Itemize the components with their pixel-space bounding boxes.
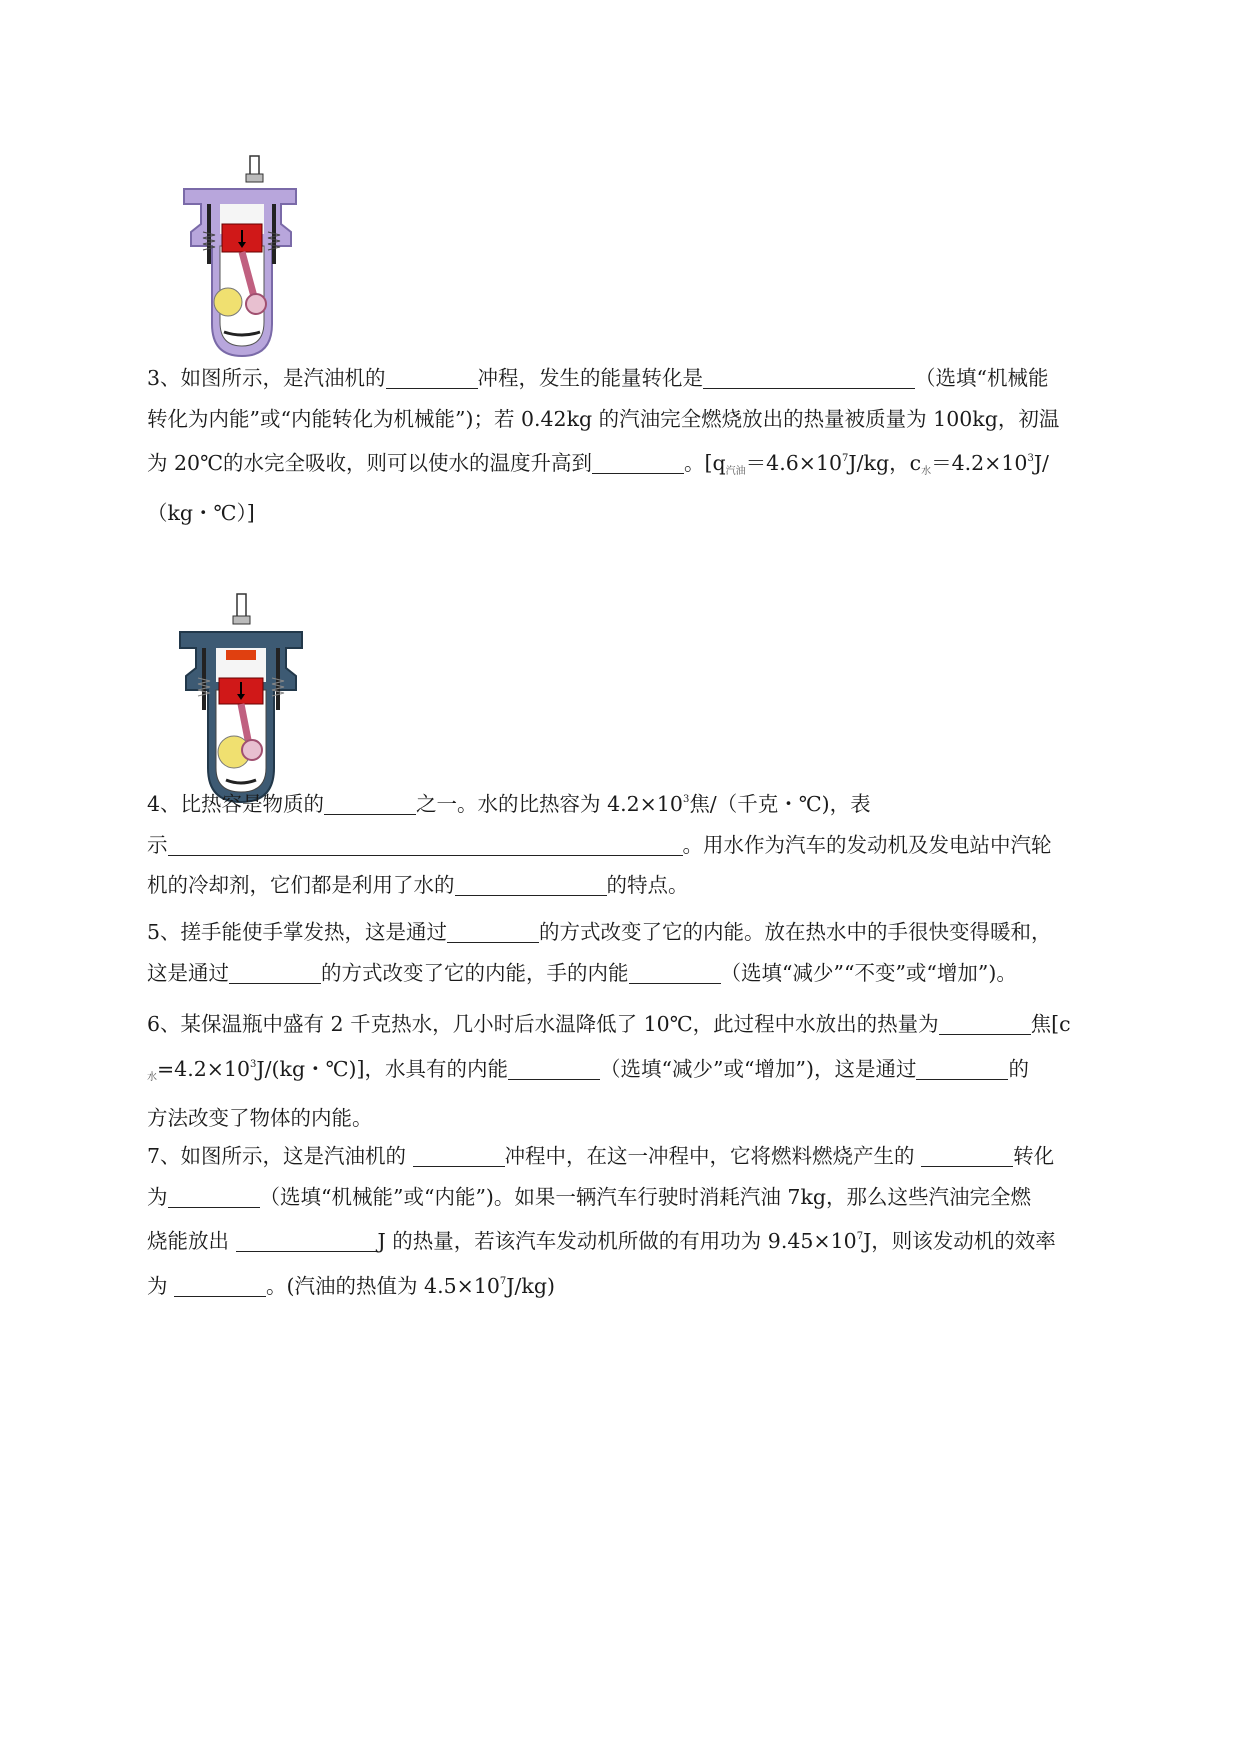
q7-text-2: 冲程中，在这一冲程中，它将燃料燃烧产生的 xyxy=(504,1144,922,1168)
q7-blank-target-energy[interactable] xyxy=(168,1183,260,1208)
question-7 xyxy=(147,1136,1157,1306)
q7-text-3: 转化 xyxy=(1013,1144,1055,1168)
question-6-line-1 xyxy=(147,1004,1157,1045)
q4-text-1: 4、比热容是物质的 xyxy=(147,792,325,816)
engine-diagram-2 xyxy=(174,592,308,810)
question-7-line-3 xyxy=(147,1217,1157,1262)
question-3-line-4 xyxy=(147,493,1157,534)
q6-text-1: 6、某保温瓶中盛有 2 千克热水，几小时后水温降低了 10℃，此过程中水放出的热量为 xyxy=(147,1012,939,1036)
question-7-line-2 xyxy=(147,1177,1157,1218)
q7-text-8: J，则该发动机的效率 xyxy=(863,1229,1056,1253)
q5-text-3: 这是通过 xyxy=(147,960,229,985)
q7-text-6: 烧能放出 xyxy=(147,1229,236,1253)
question-5 xyxy=(147,912,1157,993)
q4-text-5: 。用水作为汽车的发动机及发电站中汽轮 xyxy=(682,832,1052,857)
q3-text-6: 。[q xyxy=(684,451,726,475)
q5-blank-change[interactable] xyxy=(629,959,721,984)
q5-text-5: （选填“减少”“不变”或“增加”)。 xyxy=(720,960,1017,985)
q3-blank-stroke[interactable] xyxy=(386,364,478,389)
q4-text-3: 焦/（千克・℃)，表 xyxy=(689,792,871,816)
q5-text-2: 的方式改变了它的内能。放在热水中的手很快变得暖和， xyxy=(539,920,1052,944)
q4-blank-feature[interactable] xyxy=(455,871,607,896)
q7-sup-1: 7 xyxy=(856,1231,864,1242)
q7-blank-stroke[interactable] xyxy=(413,1142,505,1167)
question-3-line-1 xyxy=(147,358,1157,399)
q6-sub-water: 水 xyxy=(147,1071,157,1083)
q3-text-11: （kg・℃）] xyxy=(147,500,255,525)
q3-sub-water: 水 xyxy=(921,466,932,477)
q5-text-4: 的方式改变了它的内能，手的内能 xyxy=(321,960,629,985)
question-3-line-2 xyxy=(147,399,1157,440)
q6-sup: 3 xyxy=(250,1058,257,1070)
question-7-line-4 xyxy=(147,1262,1157,1307)
q6-text-7: 方法改变了物体的内能。 xyxy=(147,1106,373,1130)
q6-blank-method[interactable] xyxy=(916,1055,1008,1080)
q7-blank-heat[interactable] xyxy=(236,1227,378,1252)
q7-text-4: 为 xyxy=(147,1184,168,1209)
question-4-line-3 xyxy=(147,865,1157,906)
question-4-line-2 xyxy=(147,825,1157,866)
q7-text-5: （选填“机械能”或“内能”)。如果一辆汽车行驶时消耗汽油 7kg，那么这些汽油完全燃 xyxy=(259,1184,1032,1209)
q5-text-1: 5、搓手能使手掌发热，这是通过 xyxy=(147,920,448,944)
q4-blank-meaning[interactable] xyxy=(168,831,683,856)
q6-blank-heat[interactable] xyxy=(939,1010,1031,1035)
engine-diagram-1 xyxy=(176,154,306,364)
question-6 xyxy=(147,1004,1157,1139)
q3-text-2: 冲程，发生的能量转化是 xyxy=(477,366,704,390)
q3-text-9: ＝4.2×10 xyxy=(931,451,1028,475)
q4-text-2: 之一。水的比热容为 4.2×10 xyxy=(416,792,683,816)
q3-text-8: J/kg，c xyxy=(848,451,922,475)
q3-sup-2: 3 xyxy=(1027,453,1034,464)
question-6-line-3 xyxy=(147,1098,1157,1139)
q7-blank-source-energy[interactable] xyxy=(921,1142,1013,1167)
q6-text-3: =4.2×10 xyxy=(157,1056,251,1081)
q3-text-1: 3、如图所示，是汽油机的 xyxy=(147,366,386,390)
q4-text-6: 机的冷却剂，它们都是利用了水的 xyxy=(147,873,455,897)
q4-text-4: 示 xyxy=(147,832,168,857)
q7-text-1: 7、如图所示，这是汽油机的 xyxy=(147,1144,413,1168)
q7-blank-efficiency[interactable] xyxy=(174,1272,266,1297)
q4-text-7: 的特点。 xyxy=(606,873,689,897)
question-5-line-1 xyxy=(147,912,1157,953)
q3-blank-temp[interactable] xyxy=(592,449,684,474)
q4-blank-property[interactable] xyxy=(324,790,416,815)
q4-sup: 3 xyxy=(682,794,690,805)
q6-text-6: 的 xyxy=(1008,1056,1029,1081)
question-4 xyxy=(147,780,1157,906)
question-7-line-1 xyxy=(147,1136,1157,1177)
q7-text-11: J/kg) xyxy=(506,1273,555,1298)
q3-sup-1: 7 xyxy=(842,453,849,464)
q7-text-9: 为 xyxy=(147,1273,175,1298)
question-4-line-1 xyxy=(147,780,1157,825)
q3-text-5: 为 20℃的水完全吸收，则可以使水的温度升高到 xyxy=(147,451,593,475)
q7-text-7: J 的热量，若该汽车发动机所做的有用功为 9.45×10 xyxy=(377,1229,857,1253)
q3-text-7: ＝4.6×10 xyxy=(745,451,843,475)
q7-text-10: 。(汽油的热值为 4.5×10 xyxy=(266,1273,500,1298)
q3-text-3: （选填“机械能 xyxy=(915,366,1049,390)
q3-text-4: 转化为内能”或“内能转化为机械能”)；若 0.42kg 的汽油完全燃烧放出的热量被质量为 100kg，初温 xyxy=(147,406,1060,431)
q7-sup-2: 7 xyxy=(499,1275,507,1287)
question-5-line-2 xyxy=(147,953,1157,994)
q6-text-4: J/(kg・℃)]，水具有的内能 xyxy=(256,1056,509,1081)
q6-text-5: （选填“减少”或“增加”)，这是通过 xyxy=(600,1056,917,1081)
q5-blank-method-2[interactable] xyxy=(229,959,321,984)
q6-blank-energy-change[interactable] xyxy=(508,1055,600,1080)
question-6-line-2 xyxy=(147,1045,1157,1099)
q3-blank-energy[interactable] xyxy=(703,364,915,389)
q6-text-2: 焦[c xyxy=(1030,1012,1071,1036)
question-3-line-3 xyxy=(147,439,1157,493)
q3-text-10: J/ xyxy=(1033,451,1049,475)
question-3 xyxy=(147,358,1157,533)
q5-blank-method-1[interactable] xyxy=(447,918,539,943)
q3-sub-gasoline: 汽油 xyxy=(725,466,746,477)
